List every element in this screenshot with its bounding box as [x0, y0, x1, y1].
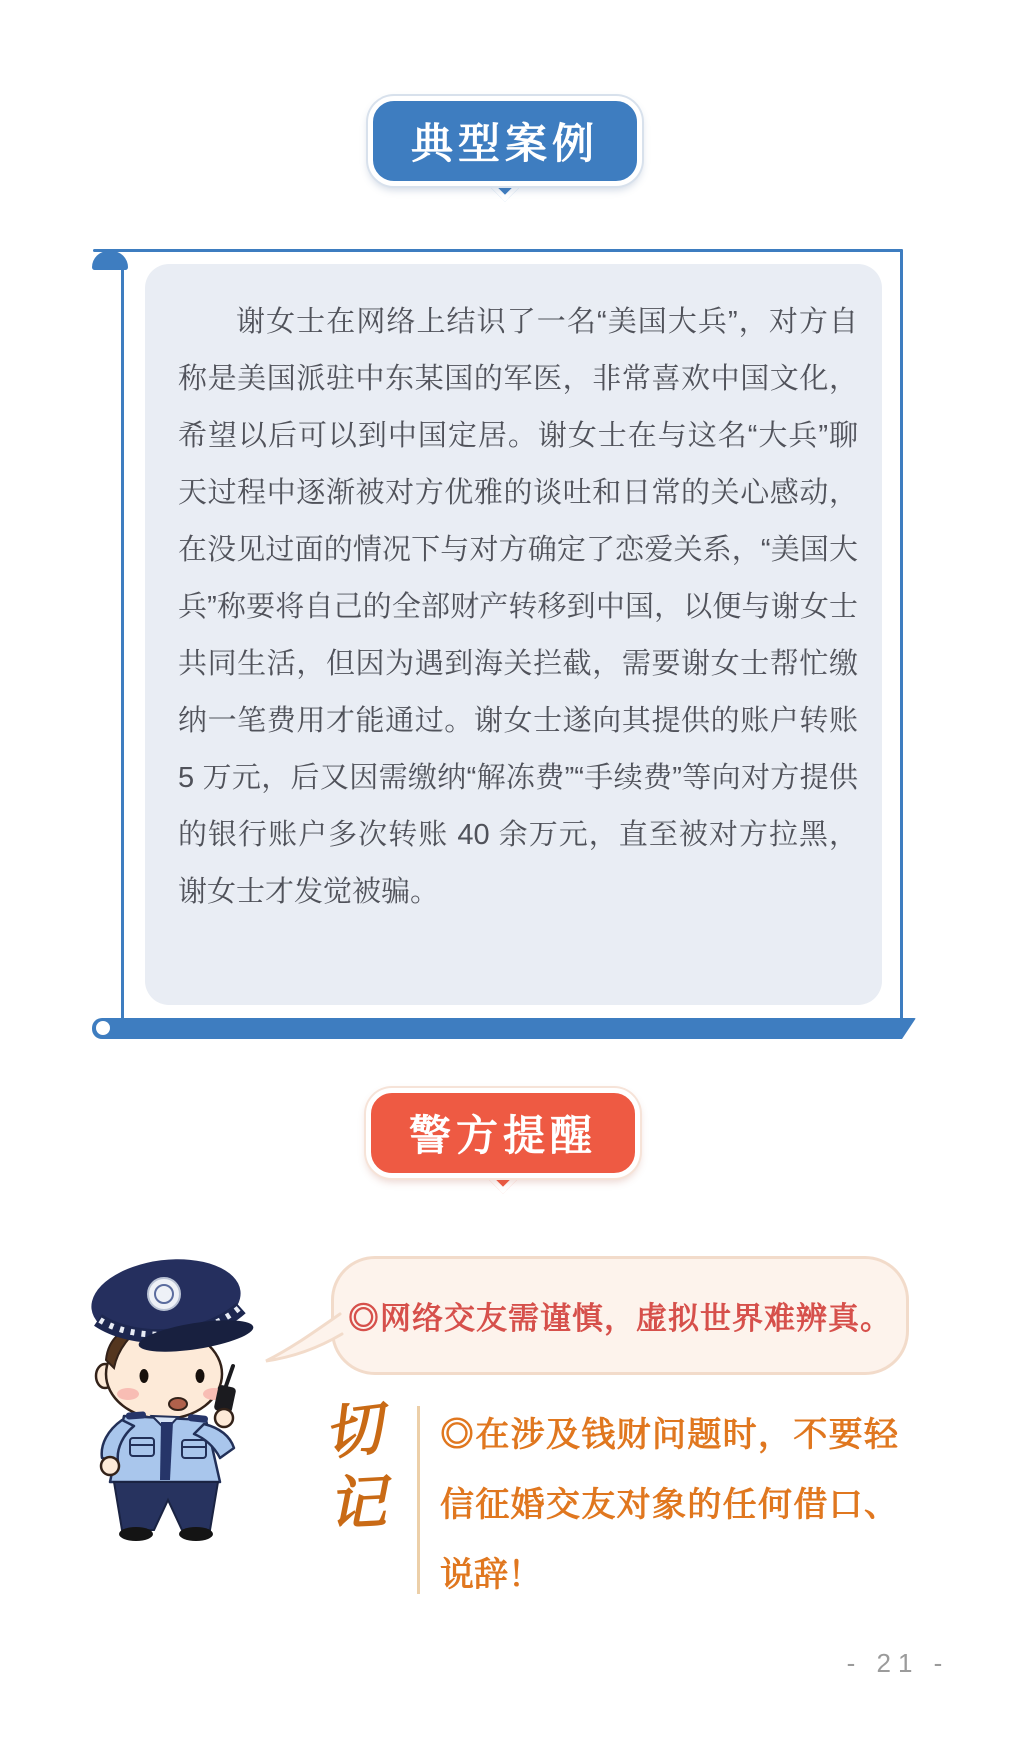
card-frame-top-border: [93, 249, 903, 252]
card-scroll-curl-top: [92, 251, 128, 270]
typical-case-banner-label: 典型案例: [410, 119, 599, 168]
case-body-text: 谢女士在网络上结识了一名“美国大兵”，对方自称是美国派驻中东某国的军医，非常喜欢中国文化，希望以后可以到中国定居。谢女士在与这名“大兵”聊天过程中逐渐被对方优雅的谈吐和日常的关心感动，在没见过面的情况下与对方确定了恋爱关系，“美国大兵”称要将自己的全部财产转移到中国，以便与谢女士共同生活，但因为遇到海关拦截，需要谢女士帮忙缴纳一笔费用才能通过。谢女士遂向其提供的账户转账 5 万元，后又因需缴纳“解冻费”“手续费”等向对方提供的银行账户多次转账 40 余万元，直至被对方拉黑，谢女士才发觉被骗。: [178, 306, 858, 908]
keynote-char-ji: 记: [326, 1467, 388, 1539]
card-frame-right-border: [900, 249, 903, 1021]
police-reminder-banner: [366, 1088, 640, 1178]
card-scroll-band-curl: [96, 1021, 110, 1035]
keynote-char-qie: 切: [320, 1393, 386, 1469]
typical-case-banner: [368, 96, 642, 186]
keynote-divider-line: [417, 1406, 420, 1594]
page-number: - 21 -: [846, 1648, 950, 1678]
card-frame-left-border: [121, 263, 124, 1021]
keynote-text: ◎在涉及钱财问题时，不要轻信征婚交友对象的任何借口、说辞！: [440, 1416, 898, 1594]
card-scroll-band-bottom: [92, 1018, 916, 1039]
police-officer-illustration: [88, 1258, 256, 1544]
reminder-speech-bubble-text: ◎网络交友需谨慎，虚拟世界难辨真。: [348, 1301, 892, 1336]
police-reminder-banner-label: 警方提醒: [408, 1111, 597, 1160]
reminder-speech-bubble: [331, 1256, 909, 1375]
reminder-speech-bubble-tail: [262, 1308, 344, 1370]
